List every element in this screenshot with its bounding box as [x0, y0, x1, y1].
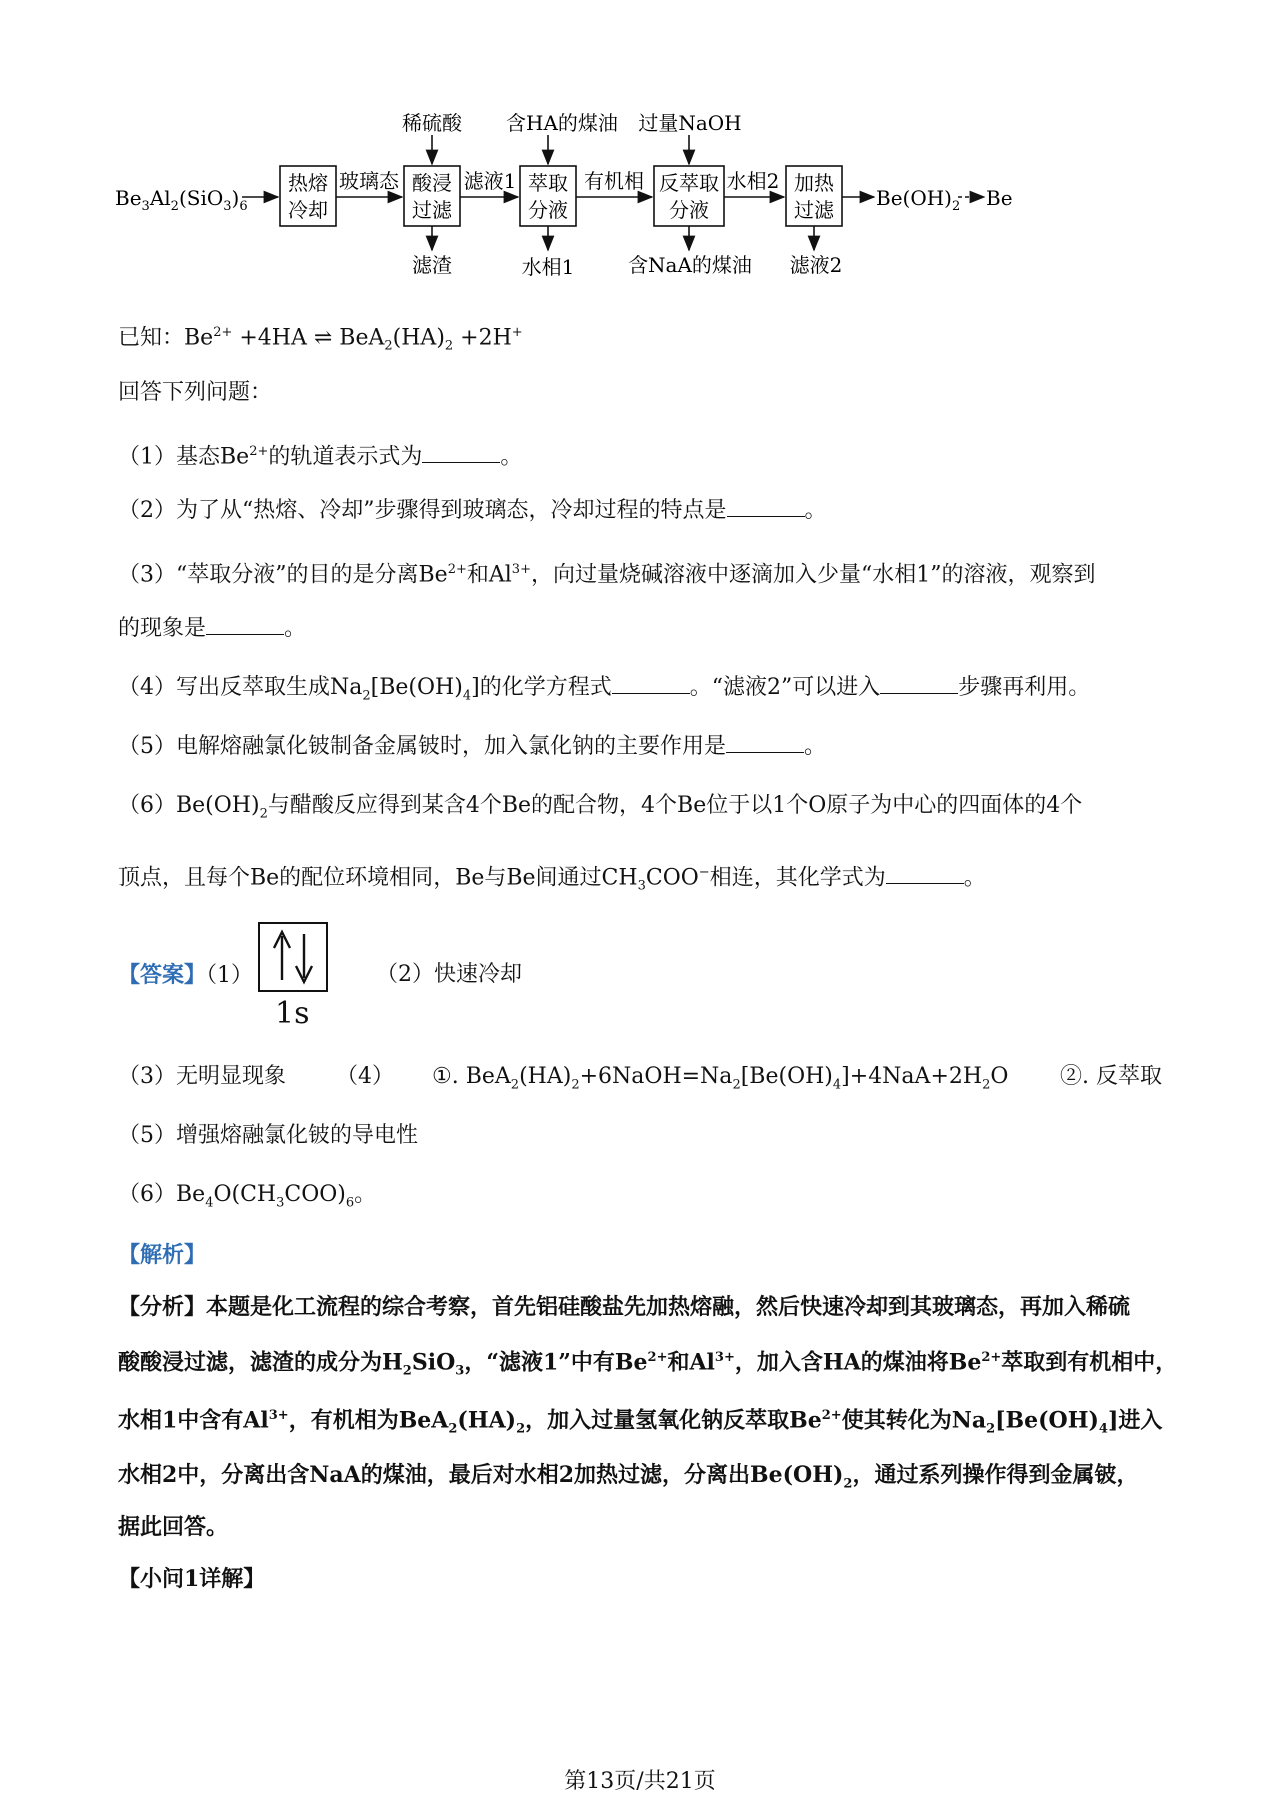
- answer-tag: 【答案】: [118, 962, 207, 988]
- flow-output-aqueous1: 水相1: [521, 255, 575, 279]
- svg-text:反萃取: 反萃取: [659, 171, 719, 195]
- analysis-para-4: 水相2中，分离出含NaA的煤油，最后对水相2加热过滤，分离出$Be(OH)_2$，通过系列操作得到金属铍，: [118, 1462, 1139, 1492]
- flow-box-acid-leach: [404, 166, 460, 226]
- svg-text:过滤: 过滤: [794, 198, 834, 222]
- answer-line-1: 【答案】（1）: [118, 962, 254, 988]
- question-6-line1: $(6)Be(OH)_2$与醋酸反应得到某含4个Be的配合物，4个Be位于以1个O原子为中心的四面体的4个: [118, 793, 1083, 822]
- process-flow-diagram: [0, 0, 1280, 290]
- answer-5: （5）增强熔融氯化铍的导电性: [118, 1123, 418, 1148]
- svg-text:分液: 分液: [669, 198, 709, 222]
- question-6-line2: 顶点，且每个Be的配位环境相同，Be与Be间通过$CH_3COO^-$相连，其化学式为 。: [118, 865, 986, 894]
- svg-text:分液: 分液: [528, 198, 568, 222]
- question-4: （4）写出反萃取生成$Na_2[Be(OH)_4]$的化学方程式 。“滤液2”可以进入 步骤再利用。: [118, 675, 1091, 704]
- svg-text:萃取: 萃取: [528, 171, 568, 195]
- flow-edge-aqueous2: 水相2: [726, 169, 780, 193]
- question-3-line1: （3）“萃取分液”的目的是分离$Be^{2+}$和$Al^{3+}$，向过量烧碱溶液中逐滴加入少量“水相1”的溶液，观察到: [118, 562, 1096, 588]
- flow-final-product: Be: [986, 186, 1013, 210]
- flow-edge-glass: 玻璃态: [339, 169, 399, 193]
- flow-input-ha-kerosene: 含HA的煤油: [506, 111, 618, 135]
- answer-2: （2）快速冷却: [376, 962, 522, 987]
- svg-text:加热: 加热: [794, 171, 834, 195]
- answer-3: （3）无明显现象: [118, 1064, 286, 1089]
- flow-box-melt-cool: [280, 166, 336, 226]
- svg-text:酸浸: 酸浸: [412, 171, 452, 195]
- flow-box-back-extraction: [654, 166, 724, 226]
- analysis-para-3: 水相1中含有$Al^{3+}$，有机相为$BeA_2(HA)_2$，加入过量氢氧化钠反萃取$Be^{2+}$使其转化为$Na_2[Be(OH)_4]$进入: [118, 1407, 1163, 1437]
- answer-6: $(6)Be_4O(CH_3COO)_6$。: [118, 1182, 377, 1211]
- analysis-para-5: 据此回答。: [118, 1514, 229, 1540]
- flow-start-label: $Be_3Al_2(SiO_3)_6$: [115, 186, 248, 214]
- orbital-box-icon: [258, 922, 328, 992]
- page-footer: 第13页/共21页: [564, 1769, 716, 1794]
- subquestion-1-heading: 【小问1详解】: [118, 1566, 266, 1592]
- svg-text:冷却: 冷却: [288, 198, 328, 222]
- analysis-para-1: 【分析】本题是化工流程的综合考察，首先铝硅酸盐先加热熔融，然后快速冷却到其玻璃态，再加入稀硫: [118, 1294, 1131, 1320]
- answer-4-equation: ①. $BeA_2(HA)_2+6NaOH=Na_2[Be(OH)_4]+4NaA+2H_2O$: [432, 1064, 1009, 1093]
- flow-output-filtrate2: 滤液2: [789, 253, 843, 277]
- flow-input-h2so4: 稀硫酸: [402, 111, 462, 135]
- analysis-para-2: 酸酸浸过滤，滤渣的成分为$H_2SiO_3$，“滤液1”中有$Be^{2+}$和$Al^{3+}$，加入含HA的煤油将$Be^{2+}$萃取到有机相中，: [118, 1349, 1178, 1379]
- question-5: （5）电解熔融氯化铍制备金属铍时，加入氯化钠的主要作用是 。: [118, 734, 827, 759]
- orbital-label: 1s: [275, 996, 310, 1031]
- question-3-line2: 的现象是 。: [118, 616, 307, 641]
- flow-edge-organic: 有机相: [584, 169, 644, 193]
- svg-text:热熔: 热熔: [288, 171, 328, 195]
- flow-box-heat-filter: [786, 166, 842, 226]
- flow-box-extraction: [520, 166, 576, 226]
- flow-output-residue: 滤渣: [412, 253, 452, 277]
- intro-text: 回答下列问题：: [118, 380, 273, 405]
- question-2: （2）为了从“热熔、冷却”步骤得到玻璃态，冷却过程的特点是 。: [118, 498, 827, 523]
- flow-input-naoh: 过量NaOH: [638, 111, 742, 135]
- flow-edge-filtrate1: 滤液1: [463, 169, 517, 193]
- svg-text:过滤: 过滤: [412, 198, 452, 222]
- answer-4-step: ②. 反萃取: [1060, 1064, 1162, 1089]
- analysis-tag: 【解析】: [118, 1242, 207, 1268]
- answer-4-label: （4）: [336, 1064, 394, 1089]
- flow-end-product: $Be(OH)_2$: [876, 186, 961, 214]
- question-1: （1）基态$Be^{2+}$的轨道表示式为 。: [118, 444, 523, 470]
- known-equation: 已知：$Be^{2+} +4HA$ ⇌ $BeA_2(HA)_2 +2H^+$: [118, 325, 523, 354]
- flow-output-naa-kerosene: 含NaA的煤油: [628, 253, 752, 277]
